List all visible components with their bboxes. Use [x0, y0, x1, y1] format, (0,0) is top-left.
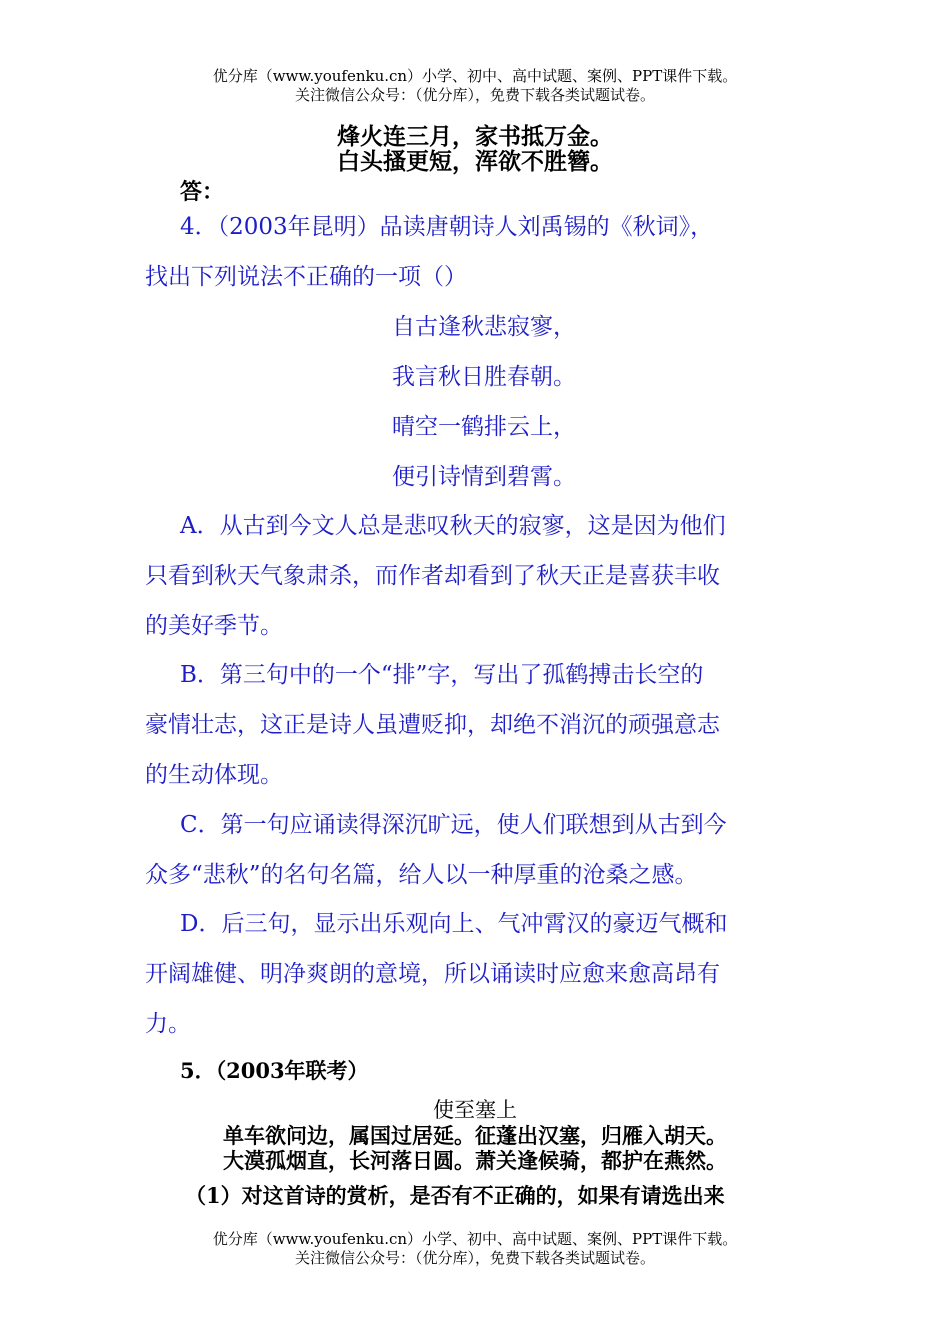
q4-option-a-line-3: 的美好季节。: [145, 613, 283, 639]
q4-option-b-line-3: 的生动体现。: [145, 762, 283, 788]
q4-option-c-line-2: 众多“悲秋”的名句名篇，给人以一种厚重的沧桑之感。: [145, 862, 698, 888]
q4-option-b-line-1: B．第三句中的一个“排”字，写出了孤鹤搏击长空的: [180, 662, 704, 688]
page-footer-line-2: 关注微信公众号：（优分库），免费下载各类试题试卷。: [294, 1249, 655, 1267]
q4-option-a-line-1: A．从古到今文人总是悲叹秋天的寂寥，这是因为他们: [180, 513, 726, 539]
q4-option-d-line-2: 开阔雄健、明净爽朗的意境，所以诵读时应愈来愈高昂有: [145, 961, 720, 987]
q4-option-d-line-1: D．后三句，显示出乐观向上、气冲霄汉的豪迈气概和: [180, 911, 728, 937]
q4-stem-line-1: 4．（2003年昆明）品读唐朝诗人刘禹锡的《秋词》，: [180, 214, 714, 240]
q4-poem-line-4: 便引诗情到碧霄。: [392, 464, 576, 490]
q4-poem-line-2: 我言秋日胜春朝。: [392, 364, 576, 390]
q5-sub-question-1: （1）对这首诗的赏析，是否有不正确的，如果有请选出来: [185, 1183, 725, 1208]
q4-stem-line-2: 找出下列说法不正确的一项（）: [145, 264, 467, 290]
q4-poem-line-3: 晴空一鹤排云上，: [392, 414, 576, 440]
q4-option-b-line-2: 豪情壮志，这正是诗人虽遭贬抑，却绝不消沉的顽强意志: [145, 712, 720, 738]
q5-poem-line-1: 单车欲问边，属国过居延。征蓬出汉塞，归雁入胡天。: [223, 1123, 727, 1148]
q4-option-c-line-1: C．第一句应诵读得深沉旷远，使人们联想到从古到今: [180, 812, 727, 838]
answer-label: 答：: [180, 179, 225, 205]
page-header-line-2: 关注微信公众号：（优分库），免费下载各类试题试卷。: [294, 86, 655, 104]
page-header-line-1: 优分库（www.youfenku.cn）小学、初中、高中试题、案例、PPT课件下载。: [212, 67, 738, 85]
page-footer-line-1: 优分库（www.youfenku.cn）小学、初中、高中试题、案例、PPT课件下载。: [212, 1230, 738, 1248]
q4-option-d-line-3: 力。: [145, 1011, 191, 1037]
q5-poem-title: 使至塞上: [433, 1098, 517, 1122]
q4-option-a-line-2: 只看到秋天气象肃杀，而作者却看到了秋天正是喜获丰收: [145, 563, 720, 589]
q4-poem-line-1: 自古逢秋悲寂寥，: [392, 314, 576, 340]
poem-top-line-1: 烽火连三月，家书抵万金。: [337, 123, 613, 150]
q5-poem-line-2: 大漠孤烟直，长河落日圆。萧关逢候骑，都护在燕然。: [223, 1148, 727, 1173]
poem-top-line-2: 白头搔更短，浑欲不胜簪。: [337, 148, 613, 175]
q5-title: 5．（2003年联考）: [180, 1058, 369, 1083]
